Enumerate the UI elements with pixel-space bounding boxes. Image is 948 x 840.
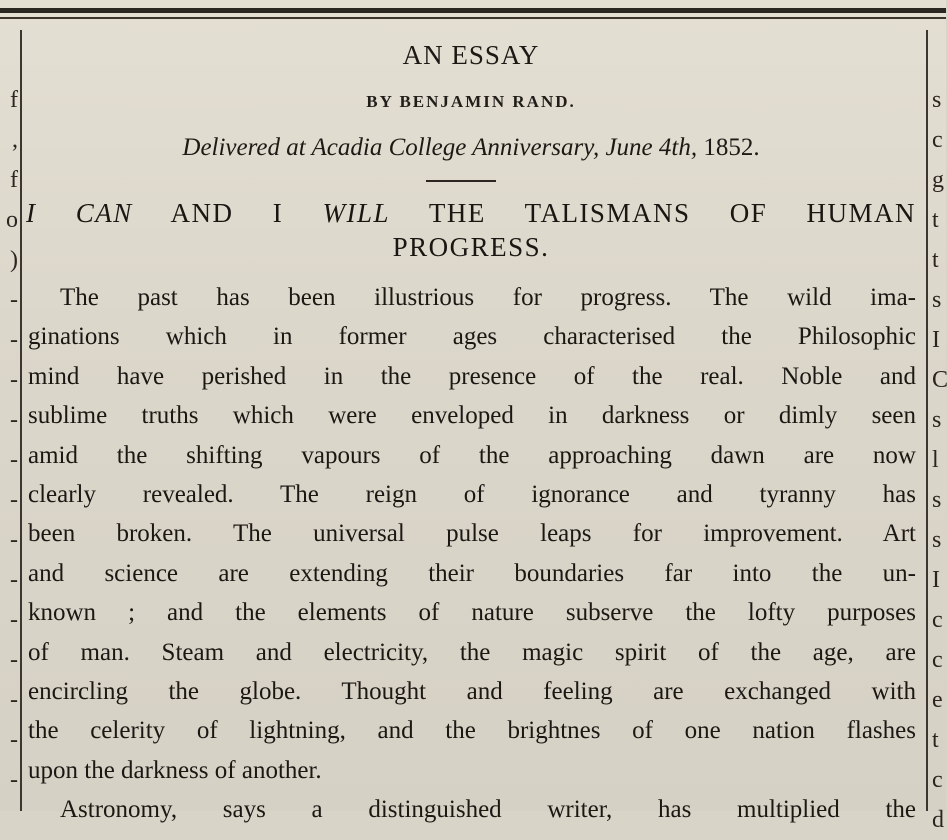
right-column-rule	[926, 30, 928, 811]
top-thick-rule	[0, 8, 946, 13]
body-line: sublime truths which were enveloped in darkness or dimly seen	[28, 402, 916, 430]
right-column-fragment: t	[932, 207, 939, 233]
section-rule	[426, 180, 496, 182]
right-column-fragment: s	[932, 87, 942, 113]
heading-line-1	[26, 196, 916, 230]
body-line: amid the shifting vapours of the approaching dawn are now	[28, 441, 916, 469]
left-column-fragment: -	[10, 767, 18, 793]
left-column-fragment: -	[10, 567, 18, 593]
heading-will: WILL	[322, 198, 391, 228]
right-column-fragment: c	[932, 767, 943, 793]
left-column-fragment: -	[10, 447, 18, 473]
left-column-fragment: o	[6, 207, 18, 233]
body-line: known ; and the elements of nature subserve the lofty purposes	[28, 599, 916, 627]
right-column-fragment: s	[932, 527, 942, 553]
delivery-year: 1852.	[703, 134, 760, 161]
right-column-fragment: t	[932, 727, 939, 753]
body-line: and science are extending their boundaries far into the un-	[28, 559, 916, 587]
essay-byline: BY BENJAMIN RAND.	[366, 92, 576, 111]
left-column-fragment: -	[10, 487, 18, 513]
left-column-fragment: -	[10, 527, 18, 553]
delivery-note	[26, 134, 916, 162]
left-column-fragment: f	[10, 87, 18, 113]
essay-heading	[26, 196, 916, 264]
right-column-fragment: I	[932, 567, 940, 593]
body-line: mind have perished in the presence of the real. Noble and	[28, 362, 916, 390]
body-line: of man. Steam and electricity, the magic spirit of the age, are	[28, 638, 916, 666]
right-column-fragment: d	[932, 807, 944, 833]
right-column-fragment: c	[932, 607, 943, 633]
right-column-fragment: s	[932, 287, 942, 313]
right-column-fragment: l	[932, 447, 939, 473]
right-column-fragment: g	[932, 167, 944, 193]
essay-title: AN ESSAY	[402, 40, 540, 70]
left-column-fragment: ,	[12, 127, 18, 153]
left-column-fragment: -	[10, 727, 18, 753]
right-column-fragment: c	[932, 127, 943, 153]
left-column-fragment: )	[10, 247, 18, 273]
right-column-fragment: e	[932, 687, 943, 713]
right-column-fragment: s	[932, 487, 942, 513]
body-line-cut: Astronomy, says a distinguished writer, has multiplied the	[60, 796, 916, 824]
right-column-fragment: t	[932, 247, 939, 273]
left-column-fragment: -	[10, 647, 18, 673]
body-line: The past has been illustrious for progress. The wild ima-	[60, 284, 916, 311]
delivery-text: Delivered at Acadia College Anniversary, June 4th,	[182, 134, 698, 161]
left-column-fragment: -	[10, 687, 18, 713]
body-line: the celerity of lightning, and the brightnes of one nation flashes	[28, 717, 916, 745]
left-column-fragment: f	[10, 167, 18, 193]
left-column-fragments	[0, 80, 18, 800]
right-column-fragment: I	[932, 327, 940, 353]
top-thin-rule	[0, 17, 946, 19]
essay-body	[28, 278, 916, 824]
right-column-fragments	[932, 80, 946, 840]
left-column-fragment: -	[10, 407, 18, 433]
body-line: encircling the globe. Thought and feeling are exchanged with	[28, 677, 916, 705]
left-column-fragment: -	[10, 607, 18, 633]
right-column-fragment: C	[932, 367, 948, 393]
body-line: upon the darkness of another.	[28, 756, 322, 784]
right-column-fragment: s	[932, 407, 942, 433]
body-line: ginations which in former ages characterised the Philosophic	[28, 323, 916, 351]
left-column-fragment: -	[10, 287, 18, 313]
left-column-fragment: -	[10, 367, 18, 393]
left-column-rule	[20, 30, 22, 811]
heading-can: I CAN	[26, 198, 133, 228]
body-line: been broken. The universal pulse leaps for improvement. Art	[28, 520, 916, 548]
heading-rest: THE TALISMANS OF HUMAN	[428, 198, 916, 228]
right-column-fragment: c	[932, 647, 943, 673]
heading-line-2: PROGRESS.	[392, 232, 550, 262]
heading-and: AND I	[170, 198, 284, 228]
left-column-fragment: -	[10, 327, 18, 353]
body-line: clearly revealed. The reign of ignorance and tyranny has	[28, 480, 916, 508]
